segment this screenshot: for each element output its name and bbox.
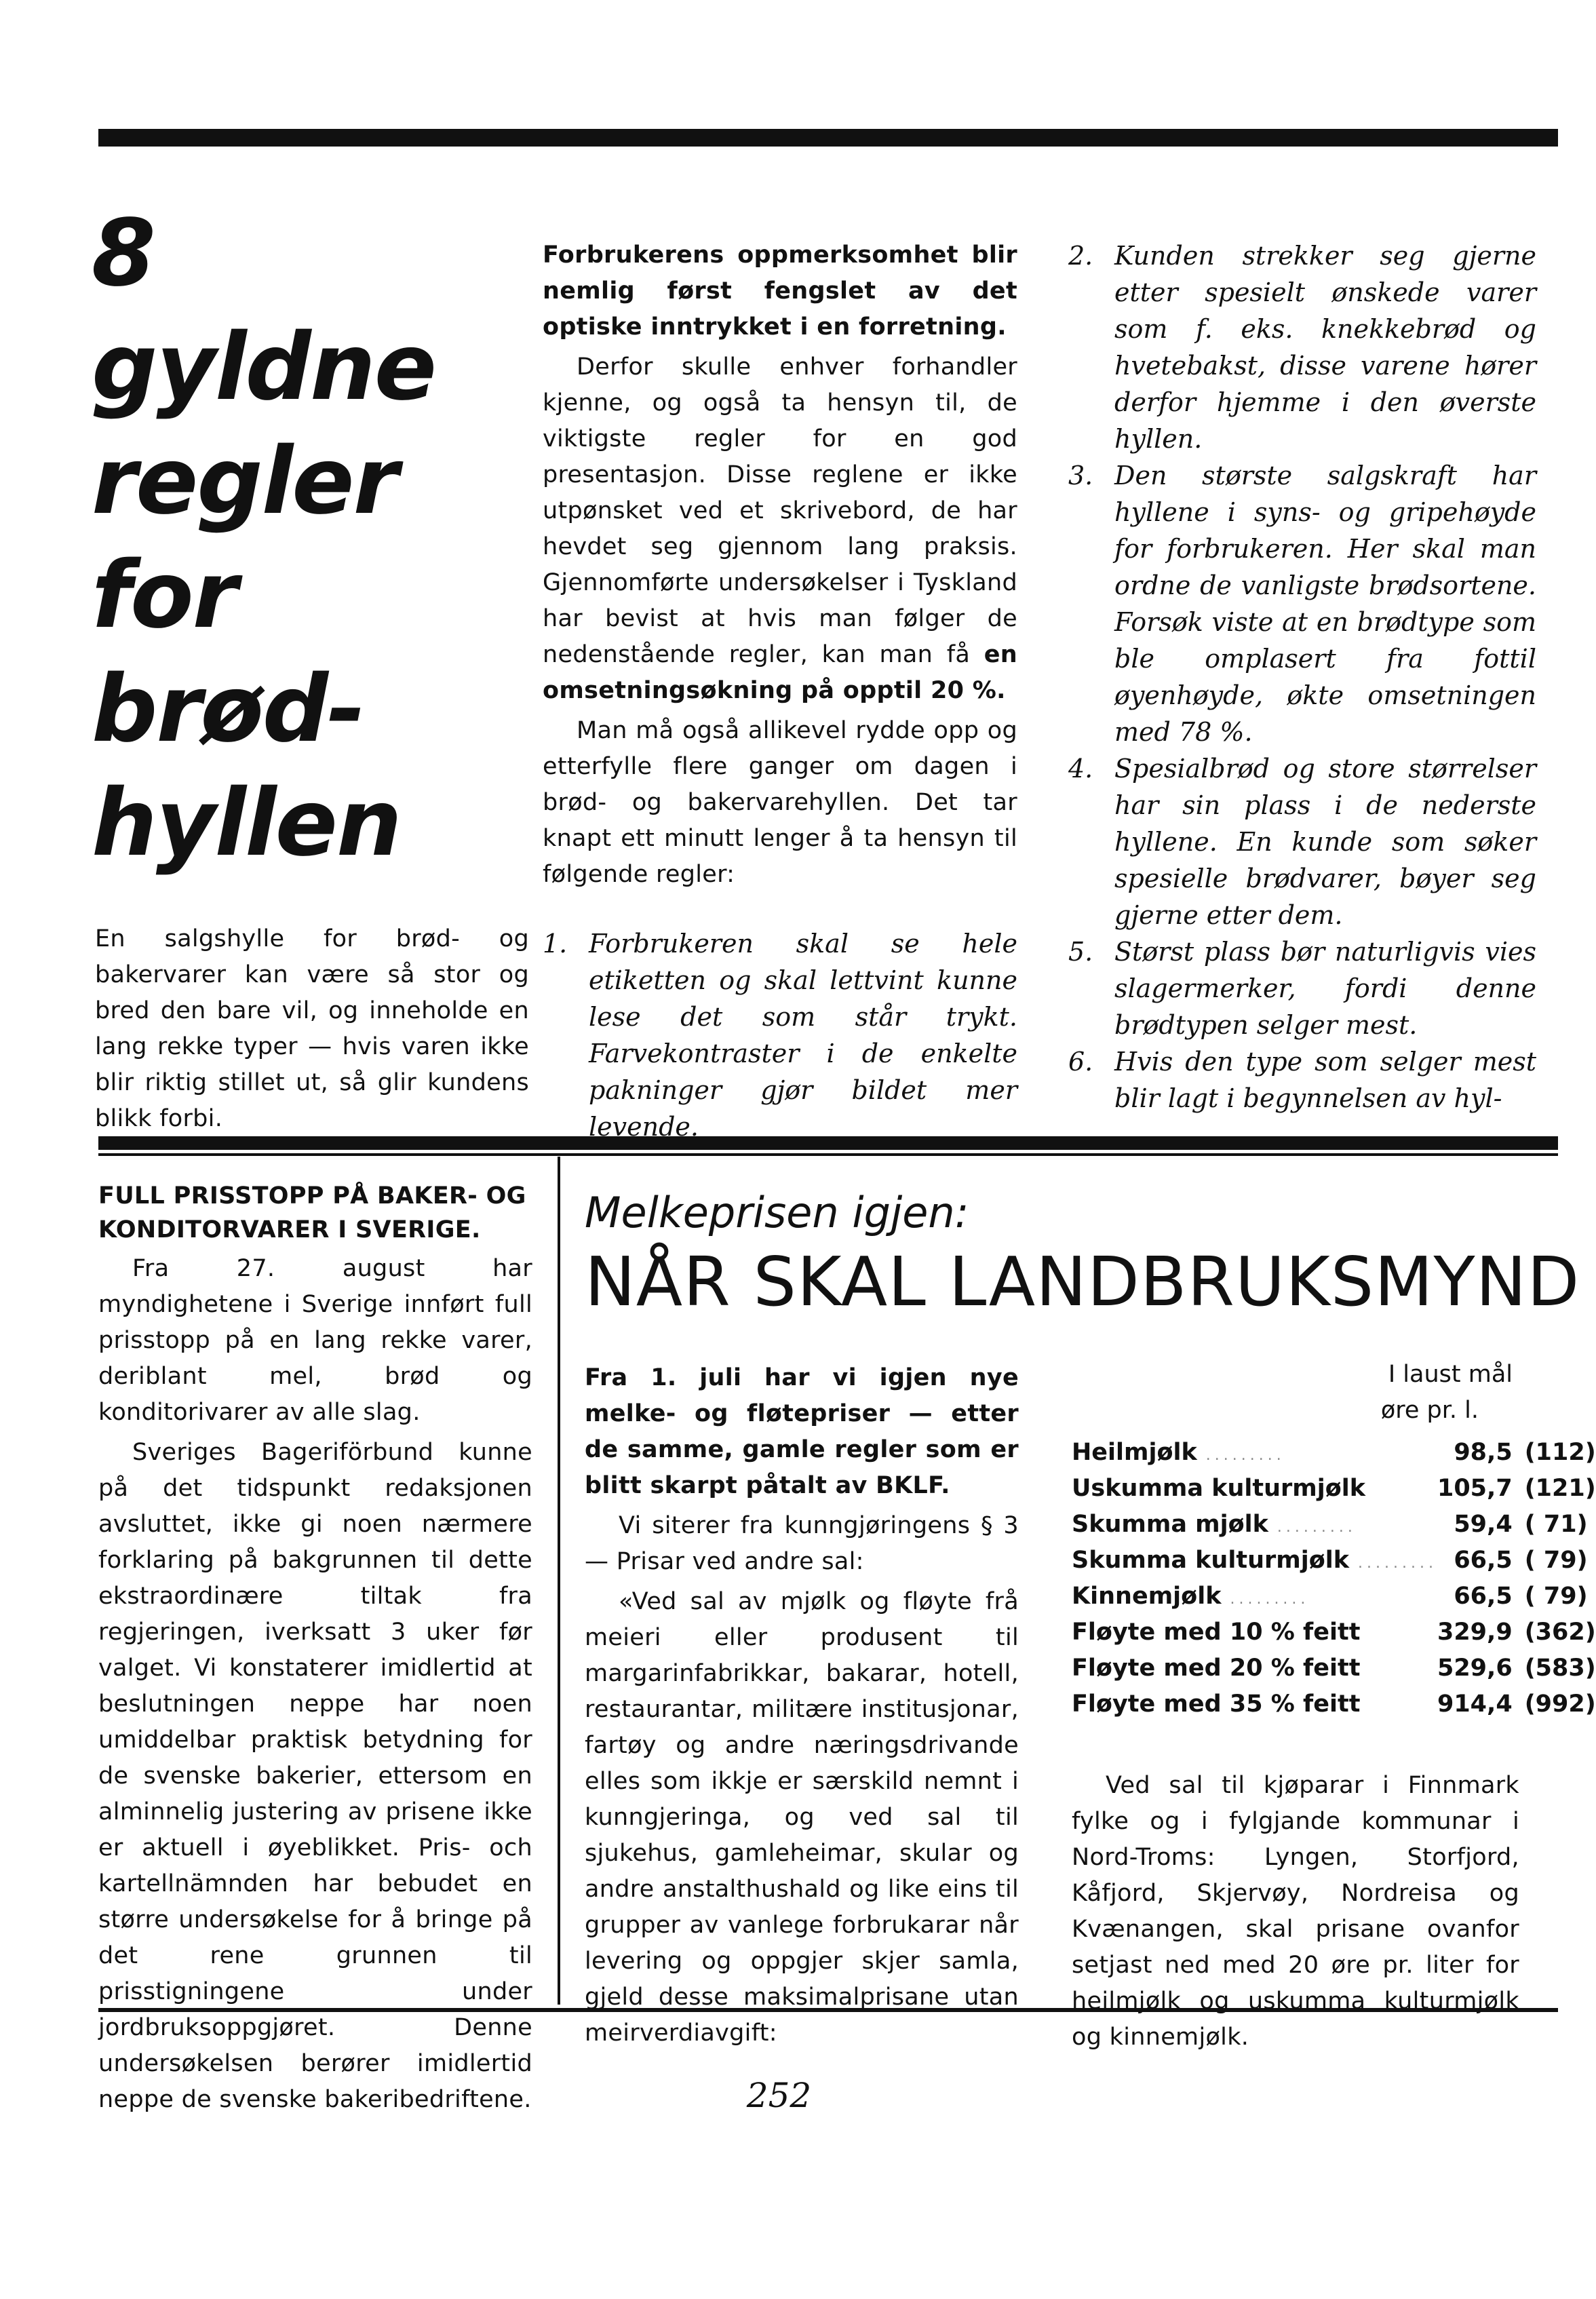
rules-list-part-1	[543, 925, 1017, 1145]
product-cell	[1072, 1542, 1437, 1578]
sweden-paragraph: Sveriges Bageriförbund kunne på det tidspunkt redaksjonen avsluttet, ikke gi noen nærmere forklaring på bakgrunnen til dette ekstraordinære tiltak fra regjeringen, iverksatt 3 uker før valget. Vi konstaterer imidlertid at beslutningen neppe har noen umiddelbar praktisk betydning for de svenske bakerier, ettersom en alminnelig justering av prisene ikke er aktuell i øyeblikket. Pris- och kartellnämnden har bebudet en større undersøkelse for å bringe på det rene grunnen til prisstigningene under jordbruksoppgjøret. Denne undersøkelsen berører imidlertid neppe de svenske bakeribedriftene.	[98, 1439, 532, 2113]
product-cell	[1072, 1578, 1437, 1614]
price-paren-cell: (121)	[1524, 1474, 1596, 1502]
price-cell: 98,5	[1454, 1438, 1513, 1466]
milk-title: NÅR SKAL LANDBRUKSMYND	[585, 1242, 1580, 1321]
milk-article-body	[585, 1360, 1019, 2051]
milk-kicker: Melkeprisen igjen:	[585, 1188, 969, 1237]
milk-paragraph: Vi siterer fra kunngjøringens § 3 — Prisar ved andre sal:	[585, 1512, 1019, 1575]
headline-line: 8	[92, 200, 155, 307]
price-paren-cell: (112)	[1524, 1438, 1596, 1466]
price-row	[1072, 1650, 1596, 1686]
article-column-3	[1068, 237, 1536, 1117]
leader-dots: .........	[1268, 1518, 1357, 1536]
product-cell	[1072, 1614, 1437, 1650]
product-cell	[1072, 1470, 1437, 1506]
rule-number: 5.	[1068, 937, 1093, 967]
price-paren-cell: ( 71)	[1524, 1510, 1588, 1538]
rule-number: 1.	[543, 929, 568, 959]
headline-line: brød-	[92, 656, 364, 763]
leader-dots: .........	[1196, 1446, 1285, 1464]
article-column-2	[543, 237, 1017, 1145]
milk-lead: Fra 1. juli har vi igjen nye melke- og fløtepriser — etter de samme, gamle regler som er blitt skarpt påtalt av BKLF.	[585, 1364, 1019, 1499]
price-cell: 66,5	[1454, 1546, 1513, 1574]
rule-item	[1068, 933, 1536, 1043]
price-row	[1072, 1470, 1596, 1506]
body-text: Derfor skulle enhver forhandler kjenne, og også ta hensyn til, de viktigste regler for en god presentasjon. Disse reglene er ikke utpønsket ved et skrivebord, de har hevdet seg gjennom lang praksis. Gjennomførte undersøkelser i Tyskland har bevist at hvis man følger de nedenstående regler, kan man få	[543, 353, 1017, 668]
top-rule	[98, 129, 1558, 147]
product-cell	[1072, 1506, 1437, 1542]
rule-number: 3.	[1068, 461, 1093, 490]
sweden-heading: FULL PRISSTOPP PÅ BAKER- OG KONDITORVARER I SVERIGE.	[98, 1182, 526, 1243]
sweden-article	[98, 1179, 532, 2118]
rule-text: Den største salgskraft har hyllene i syns- og gripehøyde for forbrukeren. Her skal man ordne de vanligste brødsortene. Forsøk viste at en brødtype som ble omplasert fra fottil øyenhøyde, økte omsetningen med 78 %.	[1114, 461, 1536, 747]
price-table-block	[1072, 1357, 1596, 2055]
intro-block	[95, 921, 529, 1137]
price-paren-cell: ( 79)	[1524, 1546, 1588, 1574]
rule-item	[1068, 1043, 1536, 1117]
product-name: Skumma mjølk	[1072, 1510, 1268, 1538]
price-table	[1072, 1434, 1596, 1722]
product-name: Fløyte med 35 % feitt	[1072, 1690, 1361, 1718]
headline-line: hyllen	[92, 770, 401, 877]
product-name: Fløyte med 10 % feitt	[1072, 1618, 1361, 1646]
price-cell: 914,4	[1437, 1690, 1513, 1718]
emphasis-text: en omsetningsøkning på opptil 20 %.	[543, 641, 1017, 704]
rules-list-part-2	[1068, 237, 1536, 1117]
product-cell	[1072, 1650, 1437, 1686]
intro-text: En salgshylle for brød- og bakervarer kan være så stor og bred den bare vil, og inneholde en lang rekke typer — hvis varen ikke blir riktig stillet ut, så glir kundens blikk forbi.	[95, 925, 529, 1132]
body-paragraph: Man må også allikevel rydde opp og etterfylle flere ganger om dagen i brød- og bakervarehyllen. Det tar knapt ett minutt lenger å ta hensyn til følgende regler:	[543, 717, 1017, 888]
price-cell: 105,7	[1437, 1474, 1513, 1502]
price-row	[1072, 1506, 1596, 1542]
lead-paragraph: Forbrukerens oppmerksomhet blir nemlig først fengslet av det optiske inntrykket i en forretning.	[543, 242, 1017, 341]
rule-item	[543, 925, 1017, 1145]
price-paren-cell: (583)	[1524, 1654, 1596, 1682]
rule-text: Kunden strekker seg gjerne etter spesielt ønskede varer som f. eks. knekkebrød og hvetebakst, disse varene hører derfor hjemme i den øverste hyllen.	[1114, 241, 1536, 454]
price-row	[1072, 1578, 1596, 1614]
product-cell	[1072, 1434, 1437, 1470]
leader-dots: .........	[1349, 1554, 1437, 1572]
column-divider	[558, 1157, 560, 2005]
rule-text: Hvis den type som selger mest blir lagt i begynnelsen av hyl-	[1114, 1047, 1536, 1113]
rule-text: Spesialbrød og store størrelser har sin plass i de nederste hyllene. En kunde som søker spesielle brødvarer, bøyer seg gjerne etter dem.	[1114, 754, 1536, 930]
article-headline	[92, 197, 444, 881]
milk-footnote: Ved sal til kjøparar i Finnmark fylke og i fylgjande kommunar i Nord-Troms: Lyngen, Storfjord, Kåfjord, Skjervøy, Nordreisa og Kvænangen, skal prisane ovanfor setjast ned med 20 øre pr. liter for heilmjølk og uskumma kulturmjølk og kinnemjølk.	[1072, 1772, 1519, 2051]
rule-text: Forbrukeren skal se hele etiketten og skal lettvint kunne lese det som står trykt. Farvekontraster i de enkelte pakninger gjør bildet mer levende.	[589, 929, 1017, 1142]
headline-line: gyldne	[92, 314, 436, 421]
price-cell: 529,6	[1437, 1654, 1513, 1682]
rule-item	[1068, 237, 1536, 457]
product-name: Heilmjølk	[1072, 1438, 1197, 1466]
headline-line: regler	[92, 428, 397, 535]
rule-number: 4.	[1068, 754, 1093, 784]
price-cell: 66,5	[1454, 1582, 1513, 1610]
page-number: 252	[746, 2076, 812, 2115]
price-row	[1072, 1686, 1596, 1722]
rule-number: 2.	[1068, 241, 1093, 271]
milk-paragraph: «Ved sal av mjølk og fløyte frå meieri eller produsent til margarinfabrikkar, bakarar, hotell, restaurantar, militære institusjonar, fartøy og andre næringsdrivande elles som ikkje er særskild nemnt i kunngjeringa, og ved sal til sjukehus, gamleheimar, skular og andre anstalthushald og like eins til grupper av vanlege forbrukarar når levering og oppgjer skjer samla, gjeld desse maksimalprisane utan meirverdiavgift:	[585, 1588, 1019, 2047]
product-cell	[1072, 1686, 1437, 1722]
sweden-paragraph: Fra 27. august har myndighetene i Sverige innført full prisstopp på en lang rekke varer, deriblant mel, brød og konditorivarer av alle slag.	[98, 1255, 532, 1426]
price-paren-cell: (992)	[1524, 1690, 1596, 1718]
rule-item	[1068, 457, 1536, 750]
price-row	[1072, 1614, 1596, 1650]
product-name: Skumma kulturmjølk	[1072, 1546, 1350, 1574]
table-head-2: øre pr. l.	[1380, 1397, 1479, 1424]
product-name: Uskumma kulturmjølk	[1072, 1474, 1366, 1502]
price-paren-cell: ( 79)	[1524, 1582, 1588, 1610]
rule-item	[1068, 750, 1536, 933]
price-paren-cell: (362)	[1524, 1618, 1596, 1646]
leader-dots: .........	[1221, 1590, 1310, 1608]
body-paragraph	[543, 349, 1017, 709]
rule-number: 6.	[1068, 1047, 1093, 1077]
price-cell: 59,4	[1454, 1510, 1513, 1538]
price-cell: 329,9	[1437, 1618, 1513, 1646]
table-head-1: I laust mål	[1388, 1361, 1513, 1388]
headline-line: for	[92, 542, 237, 649]
rule-text: Størst plass bør naturligvis vies slagermerker, fordi denne brødtypen selger mest.	[1114, 937, 1536, 1040]
price-row	[1072, 1542, 1596, 1578]
product-name: Kinnemjølk	[1072, 1582, 1222, 1610]
product-name: Fløyte med 20 % feitt	[1072, 1654, 1361, 1682]
price-row	[1072, 1434, 1596, 1470]
middle-rule-thin	[98, 1153, 1558, 1156]
